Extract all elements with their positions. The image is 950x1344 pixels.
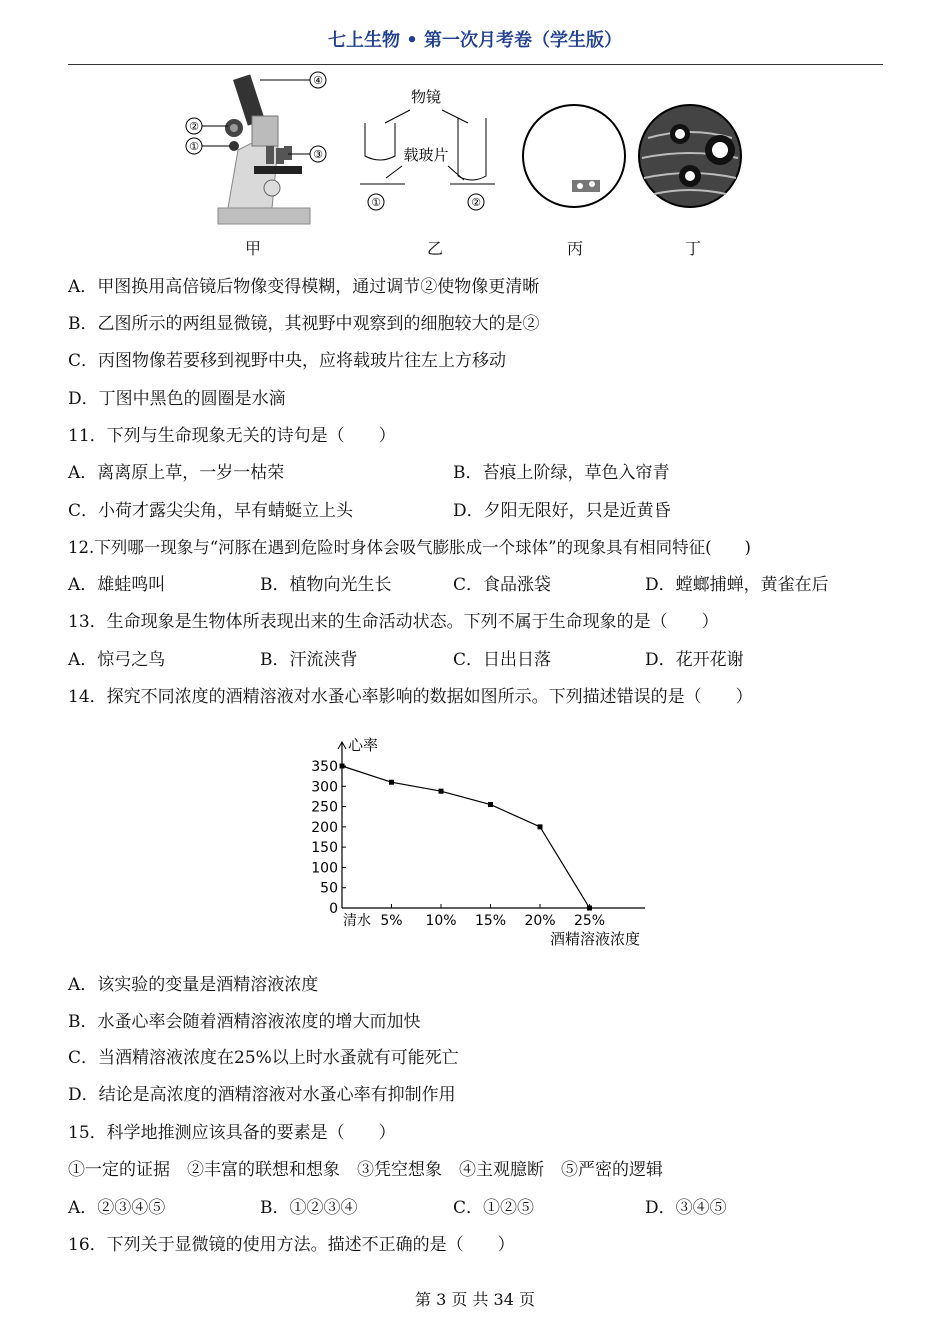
q11-option-c: C．小荷才露尖尖角，早有蜻蜓立上头: [68, 501, 354, 521]
y-tick-label: 250: [311, 799, 338, 816]
q12-stem: 12.下列哪一现象与“河豚在遇到危险时身体会吸气膨胀成一个球体”的现象具有相同特征( ): [68, 538, 751, 557]
marker-3: ③: [313, 148, 323, 161]
q14-stem: 14．探究不同浓度的酒精溶液对水蚤心率影响的数据如图所示。下列描述错误的是（ ）: [68, 687, 753, 707]
q13-option-c: C．日出日落: [453, 650, 552, 670]
specimen-image: [572, 180, 600, 192]
q15-elements: ①一定的证据 ②丰富的联想和想象 ③凭空想象 ④主观臆断 ⑤严密的逻辑: [68, 1160, 663, 1180]
data-point: [439, 789, 444, 794]
q14-option-c: C．当酒精溶液浓度在25%以上时水蚤就有可能死亡: [68, 1048, 459, 1068]
q12-option-c: C．食品涨袋: [453, 575, 552, 595]
q13-option-a: A．惊弓之鸟: [68, 650, 166, 670]
x-tick-label: 5%: [380, 913, 403, 929]
y-tick-label: 0: [329, 901, 338, 917]
q12-option-b: B．植物向光生长: [260, 575, 392, 595]
marker-4: ④: [313, 74, 323, 87]
marker-1: ①: [189, 140, 199, 153]
microscope-figure: [180, 68, 760, 253]
data-point: [340, 764, 345, 769]
q10-option-d: D．丁图中黑色的圆圈是水滴: [68, 389, 286, 409]
y-tick-label: 350: [311, 759, 338, 775]
data-point: [488, 802, 493, 807]
series-line: [342, 766, 590, 908]
panel-label-bing: 丙: [567, 239, 584, 258]
page-footer: 第 3 页 共 34 页: [415, 1290, 535, 1309]
q13-option-d: D．花开花谢: [645, 650, 744, 670]
q13-option-b: B．汗流浃背: [260, 650, 358, 670]
page-header-title: 七上生物 • 第一次月考卷（学生版）: [327, 30, 623, 51]
data-point: [538, 824, 543, 829]
marker-2: ②: [189, 120, 199, 133]
x-tick-label: 25%: [573, 913, 606, 929]
q10-option-c: C．丙图物像若要移到视野中央，应将载玻片往左上方移动: [68, 351, 507, 371]
q15-option-b: B．①②③④: [260, 1198, 358, 1218]
x-tick-label: 15%: [474, 913, 507, 929]
q15-option-a: A．②③④⑤: [68, 1198, 166, 1218]
data-point: [587, 906, 592, 911]
lens-marker-2: ②: [471, 196, 481, 209]
slide-label: 载玻片: [403, 146, 449, 164]
panel-label-yi: 乙: [427, 239, 444, 258]
data-point: [389, 780, 394, 785]
q12-option-d: D．螳螂捕蝉，黄雀在后: [645, 575, 829, 595]
objective-label: 物镜: [410, 88, 442, 106]
x-tick-label: 10%: [425, 913, 457, 929]
q12-option-a: A．雄蛙鸣叫: [68, 575, 166, 595]
lens-marker-1: ①: [371, 196, 381, 209]
q14-option-d: D．结论是高浓度的酒精溶液对水蚤心率有抑制作用: [68, 1085, 456, 1105]
q10-option-b: B．乙图所示的两组显微镜，其视野中观察到的细胞较大的是②: [68, 314, 540, 334]
q11-option-d: D．夕阳无限好，只是近黄昏: [453, 501, 671, 521]
q15-option-d: D．③④⑤: [645, 1198, 727, 1218]
q14-option-b: B．水蚤心率会随着酒精溶液浓度的增大而加快: [68, 1012, 421, 1032]
y-tick-label: 50: [320, 880, 338, 897]
q11-option-a: A．离离原上草，一岁一枯荣: [68, 463, 285, 483]
x-tick-label: 清水: [343, 913, 371, 929]
panel-label-ding: 丁: [685, 239, 702, 258]
y-tick-label: 100: [311, 860, 338, 877]
y-tick-label: 200: [311, 819, 338, 836]
panel-label-jia: 甲: [245, 239, 262, 258]
y-axis-label: 心率: [348, 736, 379, 754]
q10-option-a: A．甲图换用高倍镜后物像变得模糊，通过调节②使物像更清晰: [68, 277, 540, 297]
q16-stem: 16．下列关于显微镜的使用方法。描述不正确的是（ ）: [68, 1235, 515, 1255]
q14-option-a: A．该实验的变量是酒精溶液浓度: [68, 975, 319, 995]
q13-stem: 13．生命现象是生物体所表现出来的生命活动状态。下列不属于生命现象的是（ ）: [68, 612, 719, 632]
y-tick-label: 300: [311, 779, 338, 796]
microscope-drawing: [218, 74, 310, 224]
q15-stem: 15．科学地推测应该具备的要素是（ ）: [68, 1123, 396, 1143]
q11-option-b: B．苔痕上阶绿，草色入帘青: [453, 463, 670, 483]
q11-stem: 11．下列与生命现象无关的诗句是（ ）: [68, 426, 396, 446]
heart-rate-chart: [300, 728, 660, 953]
x-axis-label: 酒精溶液浓度: [549, 930, 640, 948]
q15-option-c: C．①②⑤: [453, 1198, 535, 1218]
y-tick-label: 150: [311, 840, 338, 857]
header-divider: [68, 64, 883, 65]
x-tick-label: 20%: [524, 913, 556, 929]
